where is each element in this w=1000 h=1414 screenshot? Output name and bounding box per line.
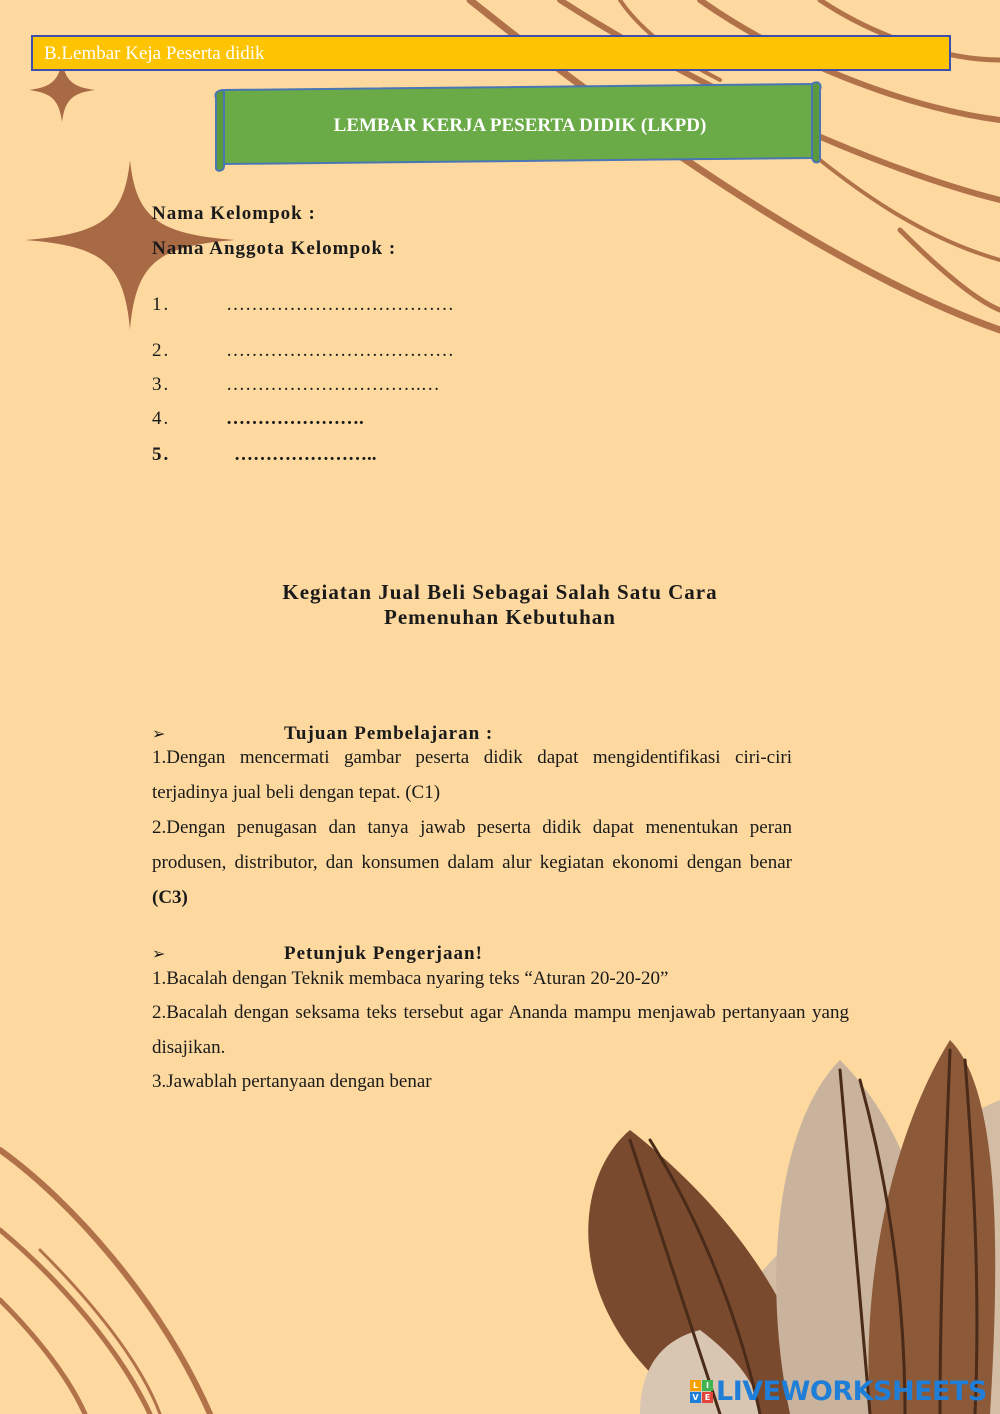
objective-item-2-level: (C3) <box>152 887 188 908</box>
liveworksheets-logo <box>690 1374 987 1408</box>
logo-letter: I <box>702 1380 713 1391</box>
arrow-bullet-icon: ➢ <box>152 726 166 743</box>
member-number: 2. <box>152 340 171 361</box>
member-blank[interactable]: ……………………………… <box>226 340 454 361</box>
arrow-bullet-icon: ➢ <box>152 946 166 963</box>
activity-title <box>150 580 850 630</box>
logo-letter: L <box>690 1380 701 1391</box>
objective-item-2 <box>152 810 792 915</box>
member-number: 5. <box>152 444 171 465</box>
member-number: 3. <box>152 374 171 395</box>
member-blank[interactable]: ……………………………… <box>226 294 454 315</box>
member-row[interactable] <box>152 294 454 316</box>
objectives-heading-label: Tujuan Pembelajaran : <box>284 723 494 744</box>
curve-line <box>0 1300 85 1414</box>
logo-letter: V <box>690 1392 701 1403</box>
instruction-item-3: 3.Jawablah pertanyaan dengan benar <box>152 1071 432 1092</box>
member-blank[interactable]: …………………. <box>226 408 364 429</box>
member-blank[interactable]: ………………….. <box>234 444 377 465</box>
member-row[interactable] <box>152 374 440 396</box>
instructions-heading-label: Petunjuk Pengerjaan! <box>284 943 483 964</box>
logo-text: LIVEWORKSHEETS <box>716 1375 987 1407</box>
instruction-item-1: 1.Bacalah dengan Teknik membaca nyaring teks “Aturan 20-20-20” <box>152 968 669 989</box>
objective-item-2-text: 2.Dengan penugasan dan tanya jawab peserta didik dapat menentukan peran produsen, distributor, dan konsumen dalam alur kegiatan ekonomi dengan benar <box>152 817 792 873</box>
group-members-label: Nama Anggota Kelompok : <box>152 238 397 259</box>
activity-title-line2: Pemenuhan Kebutuhan <box>384 605 616 629</box>
member-row[interactable] <box>152 444 377 466</box>
member-number: 1. <box>152 294 171 315</box>
member-blank[interactable]: ………………………….… <box>226 374 440 395</box>
objective-item-1: 1.Dengan mencermati gambar peserta didik dapat mengidentifikasi ciri-ciri terjadinya jual beli dengan tepat. (C1) <box>152 747 792 803</box>
activity-title-line1: Kegiatan Jual Beli Sebagai Salah Satu Cara <box>282 580 718 604</box>
member-row[interactable] <box>152 408 364 430</box>
member-number: 4. <box>152 408 171 429</box>
group-name-label: Nama Kelompok : <box>152 203 316 224</box>
instruction-item-2: 2.Bacalah dengan seksama teks tersebut agar Ananda mampu menjawab pertanyaan yang disajikan. <box>152 1002 849 1058</box>
section-header-bar <box>31 35 951 71</box>
member-row[interactable] <box>152 340 454 362</box>
section-header-label: B.Lembar Keja Peserta didik <box>44 43 265 64</box>
logo-grid-icon <box>690 1380 713 1403</box>
logo-letter: E <box>702 1392 713 1403</box>
worksheet-title: LEMBAR KERJA PESERTA DIDIK (LKPD) <box>333 115 707 136</box>
curve-line <box>0 1150 210 1414</box>
